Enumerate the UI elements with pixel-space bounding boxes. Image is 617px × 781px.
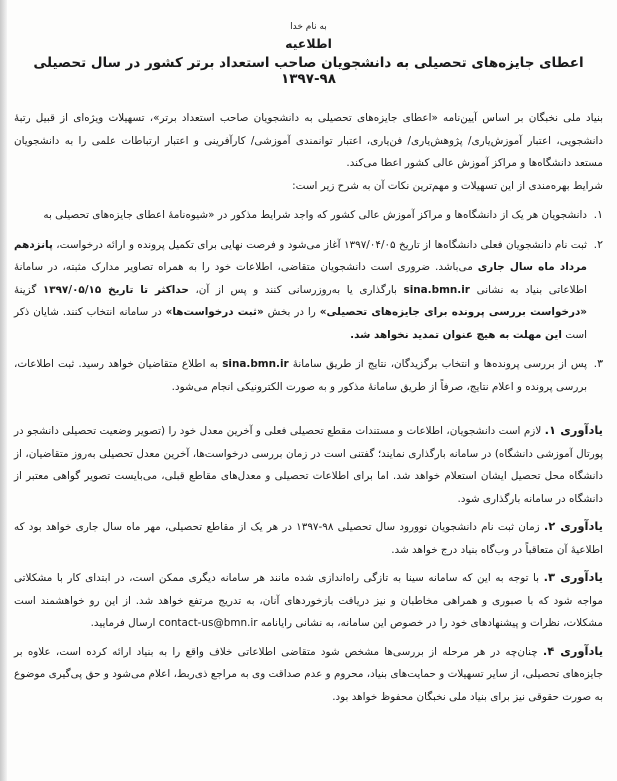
sina-link[interactable]: sina.bmn.ir — [403, 283, 470, 296]
item-number: ۲. — [593, 237, 603, 251]
list-item — [14, 234, 603, 347]
request-option: «درخواست بررسی پرونده برای جایزه‌های تحصیلی» — [319, 306, 587, 318]
deadline-emphasis: پانزدهم مرداد ماه سال جاری — [14, 238, 587, 273]
document-title: اعطای جایزه‌های تحصیلی به دانشجویان صاحب استعداد برتر کشور در سال تحصیلی ۹۸-۱۳۹۷ — [33, 55, 584, 87]
requests-section: «ثبت درخواست‌ها» — [165, 306, 264, 318]
reminder-label: یادآوری ۲. — [543, 519, 603, 533]
deadline-date: حداکثر تا تاریخ ۱۳۹۷/۰۵/۱۵ — [42, 283, 189, 296]
conditions-line: شرایط بهره‌مندی از این تسهیلات و مهم‌ترین نکات آن به شرح زیر است: — [292, 179, 603, 192]
item-text: ثبت نام دانشجویان فعلی دانشگاه‌ها از تاریخ ۱۳۹۷/۰۴/۰۵ آغاز می‌شود و فرصت نهایی برای تکمیل پرونده و ارائه درخواست، پانزدهم مرداد ماه سال جاری می‌باشد. ضروری است دانشجویان متقاضی، اطلاعات خود را به همراه تصاویر مدارک مثبته، در سامانۀ اطلاعاتی بنیاد به نشانی sina.bmn.ir بارگذاری یا به‌روزرسانی کنند و پس از آن، حداکثر تا تاریخ ۱۳۹۷/۰۵/۱۵ گزینۀ «درخواست بررسی پرونده برای جایزه‌های تحصیلی» را در بخش «ثبت درخواست‌ها» در سامانه انتخاب کنند. شایان ذکر است این مهلت به هیچ عنوان تمدید نخواهد شد. — [14, 238, 587, 341]
list-item — [14, 204, 603, 227]
reminder-label: یادآوری ۴. — [542, 643, 604, 658]
announcement-heading: اطلاعیه — [285, 36, 332, 51]
basmala: به نام خدا — [290, 22, 327, 32]
reminder-1: یادآوری ۱. لازم است دانشجویان، اطلاعات و مستندات مقطع تحصیلی فعلی و آخرین معدل خود را (تصویر وضعیت تحصیلی دانشجو در پورتال آموزشی دانشگاه) در سامانه بارگذاری نمایند؛ گفتنی است در زمان بررسی درخواست‌ها، آخرین معدل تحصیلی به‌روز متقاضیان، از دانشگاه محل تحصیل ایشان استعلام خواهد شد. اما برای اطلاعات تحصیلی و معدل‌های مقاطع قبلی، می‌بایست تصویر گواهی معتبر از دانشگاه در سامانه بارگذاری شود. — [14, 423, 603, 505]
reminder-3: یادآوری ۳. با توجه به این که سامانه سینا به تازگی راه‌اندازی شده مانند هر سامانه دیگری ممکن است، در ابتدای کار با مشکلاتی مواجه شود که با صبوری و همراهی مخاطبان و نیز دریافت بازخوردهای آنان، به تدریج مرتفع خواهد شد. از این رو خواهشمند است مشکلات، نظرات و پیشنهادهای خود را در خصوص این سامانه، به نشانی رایانامه contact-us@bmn.ir ارسال فرمایید. — [14, 570, 603, 629]
reminder-2: یادآوری ۲. زمان ثبت نام دانشجویان نوورود سال تحصیلی ۹۸-۱۳۹۷ در هر یک از مقاطع تحصیلی، مهر ماه سال جاری خواهد بود که اطلاعیۀ آن متعاقباً در وب‌گاه بنیاد درج خواهد شد. — [14, 519, 603, 556]
reminder-label: یادآوری ۱. — [544, 423, 603, 437]
intro-paragraph: بنیاد ملی نخبگان بر اساس آیین‌نامه «اعطای جایزه‌های تحصیلی به دانشجویان صاحب استعداد برتر»، تسهیلات ویژه‌ای از قبیل رتبۀ دانشجویی، اعتبار آموزش‌یاری/ پژوهش‌یاری/ فن‌یاری، اعتبار توانمندی آموزشی/ کارآفرینی و اعتبار ارتباطات علمی را به دانشجویان مستعد دانشگاه‌ها و مراکز آموزش عالی کشور اعطا می‌کند. — [14, 112, 603, 169]
item-number: ۳. — [593, 357, 603, 370]
section-gap — [14, 398, 603, 414]
item-text: پس از بررسی پرونده‌ها و انتخاب برگزیدگان، نتایج از طریق سامانۀ sina.bmn.ir به اطلاع متقاضیان خواهد رسید. ثبت اطلاعات، بررسی پرونده و اعلام نتایج، صرفاً از طریق سامانۀ مذکور و به صورت الکترونیکی انجام می‌شود. — [14, 358, 588, 393]
scan-edge-shadow — [0, 0, 7, 781]
item-number: ۱. — [593, 208, 603, 221]
item-text: دانشجویان هر یک از دانشگاه‌ها و مراکز آموزش عالی کشور که واجد شرایط مذکور در «شیوه‌نامۀ اعطای جایزه‌های تحصیلی به — [43, 209, 587, 221]
reminder-label: یادآوری ۳. — [543, 570, 603, 584]
list-item — [14, 353, 603, 398]
no-extension-notice: این مهلت به هیچ عنوان تمدید نخواهد شد. — [350, 328, 562, 341]
sina-link[interactable]: sina.bmn.ir — [222, 358, 289, 370]
reminder-4: یادآوری ۴. چنان‌چه در هر مرحله از بررسی‌ها مشخص شود متقاضی اطلاعاتی خلاف واقع را به بنیاد ارائه کرده است، علاوه بر جایزه‌های تحصیلی، از سایر تسهیلات و حمایت‌های بنیاد، محروم و عدم صداقت وی به مراجع ذی‌ربط، اعلام می‌شود و حق پی‌گیری موضوع به صورت حقوقی نیز برای بنیاد ملی نخبگان محفوظ خواهد بود. — [14, 643, 604, 703]
contact-email[interactable]: contact-us@bmn.ir — [158, 617, 258, 629]
